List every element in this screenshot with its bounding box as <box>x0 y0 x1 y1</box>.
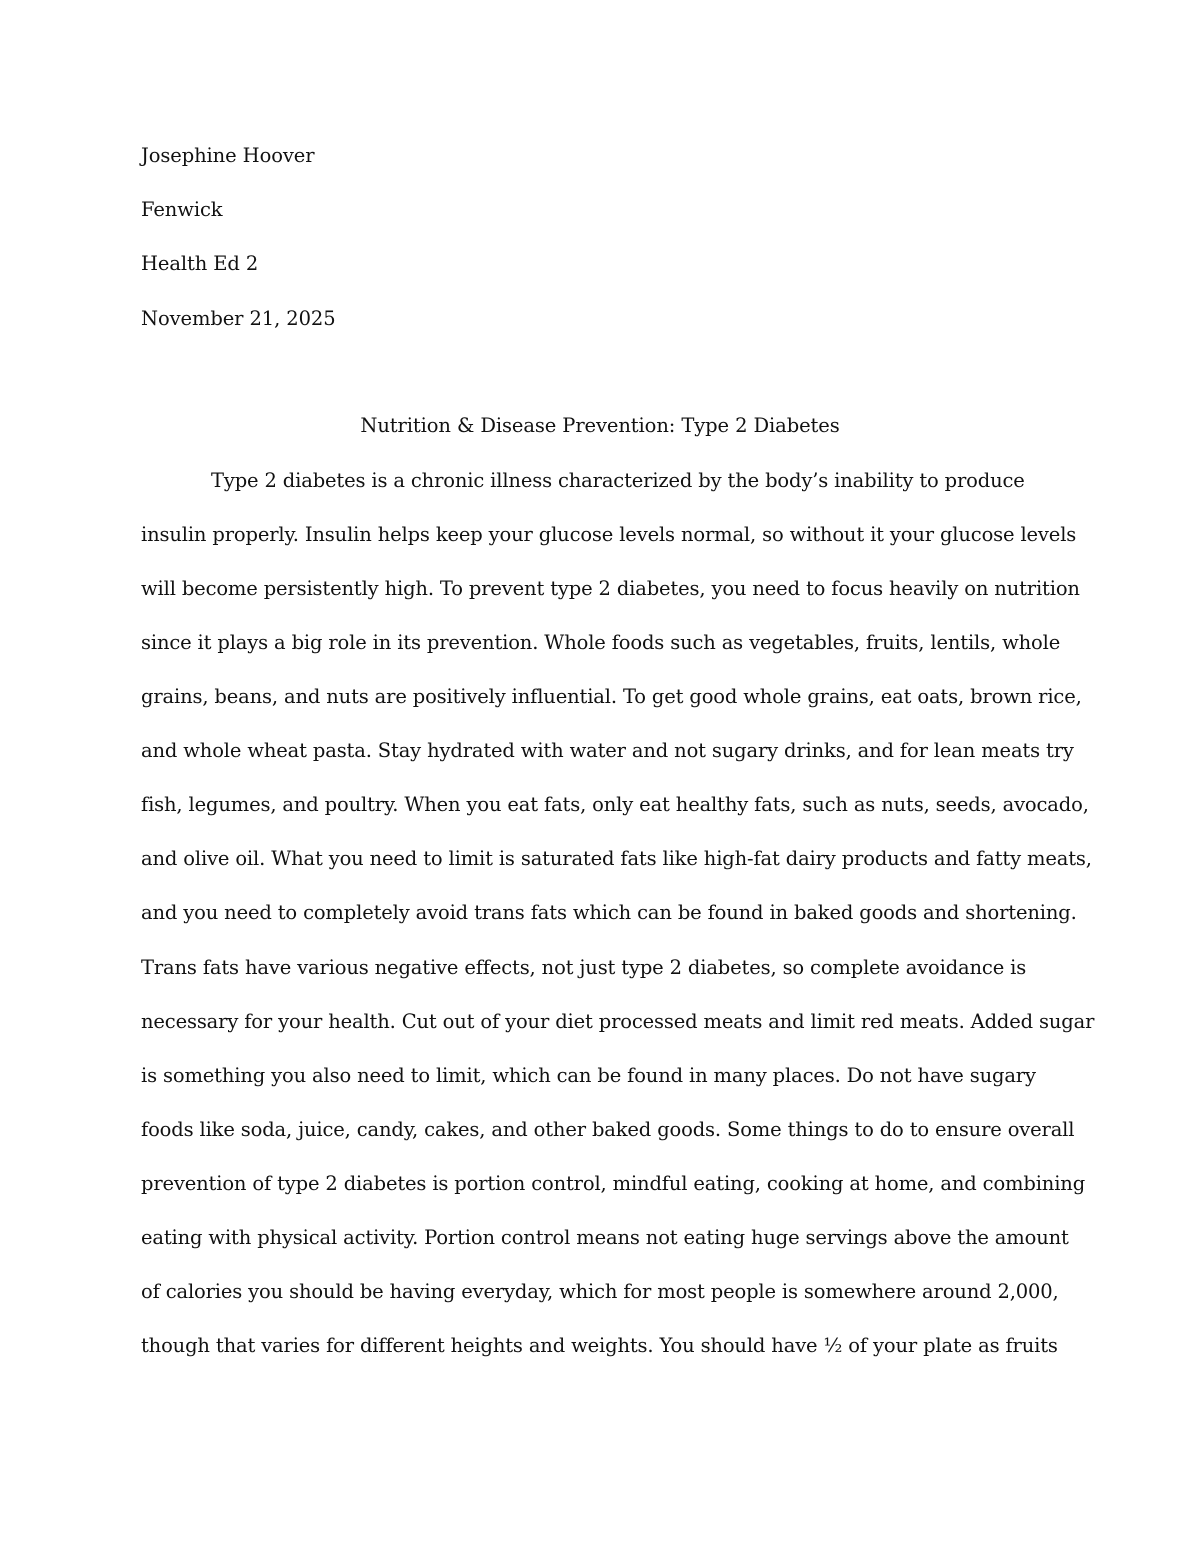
paragraph-line: necessary for your health. Cut out of your diet processed meats and limit red meats. Added sugar <box>141 1010 1095 1033</box>
document-date: November 21, 2025 <box>141 307 336 330</box>
paragraph-line: Trans fats have various negative effects, not just type 2 diabetes, so complete avoidance is <box>141 956 1027 979</box>
paragraph-line: Type 2 diabetes is a chronic illness characterized by the body’s inability to produce <box>211 469 1025 492</box>
paragraph-line: prevention of type 2 diabetes is portion control, mindful eating, cooking at home, and combining <box>141 1172 1086 1195</box>
paragraph-line: of calories you should be having everyday, which for most people is somewhere around 2,000, <box>141 1280 1059 1303</box>
paragraph-line: eating with physical activity. Portion control means not eating huge servings above the amount <box>141 1226 1069 1249</box>
document-title: Nutrition & Disease Prevention: Type 2 Diabetes <box>360 414 840 437</box>
paragraph-line: is something you also need to limit, which can be found in many places. Do not have sugary <box>141 1064 1036 1087</box>
paragraph-line: though that varies for different heights and weights. You should have ½ of your plate as fruits <box>141 1334 1058 1357</box>
paragraph-line: and you need to completely avoid trans fats which can be found in baked goods and shortening. <box>141 901 1077 924</box>
paragraph-line: foods like soda, juice, candy, cakes, and other baked goods. Some things to do to ensure overall <box>141 1118 1075 1141</box>
student-name: Josephine Hoover <box>141 144 315 167</box>
paragraph-line: insulin properly. Insulin helps keep your glucose levels normal, so without it your glucose levels <box>141 523 1077 546</box>
class-name: Health Ed 2 <box>141 252 259 275</box>
paragraph-line: and whole wheat pasta. Stay hydrated with water and not sugary drinks, and for lean meats try <box>141 739 1074 762</box>
paragraph-line: fish, legumes, and poultry. When you eat fats, only eat healthy fats, such as nuts, seeds, avocado, <box>141 793 1089 816</box>
paragraph-line: and olive oil. What you need to limit is saturated fats like high-fat dairy products and fatty meats, <box>141 847 1092 870</box>
paragraph-line: since it plays a big role in its prevention. Whole foods such as vegetables, fruits, lentils, whole <box>141 631 1061 654</box>
teacher-name: Fenwick <box>141 198 223 221</box>
paragraph-line: grains, beans, and nuts are positively influential. To get good whole grains, eat oats, brown rice, <box>141 685 1082 708</box>
paragraph-line: will become persistently high. To prevent type 2 diabetes, you need to focus heavily on nutrition <box>141 577 1080 600</box>
